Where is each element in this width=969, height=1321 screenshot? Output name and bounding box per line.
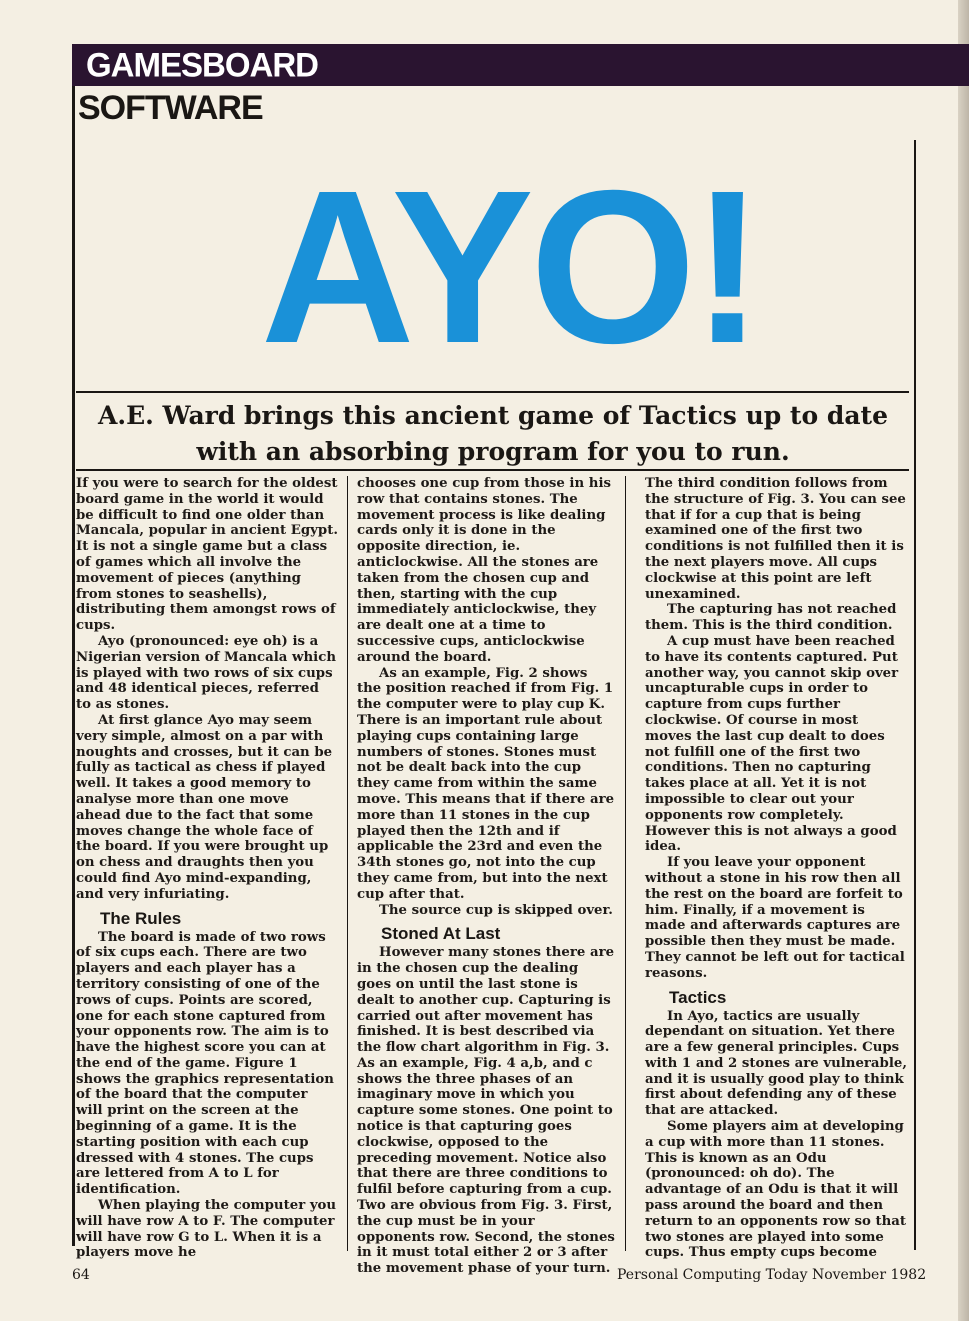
standfirst: A.E. Ward brings this ancient game of Tactics up to date with an absorbing program for you to run. [97,401,888,466]
subheading: Stoned At Last [381,924,501,944]
body-paragraph: In Ayo, tactics are usually dependant on situation. Yet there are a few general principles. Cups with 1 and 2 stones are vulnerable, and it is usually good play to think first about defending any of these that are attacked. [645,1008,907,1119]
title-divider-top [76,391,909,393]
body-paragraph: The board is made of two rows of six cups each. There are two players and each player has a territory consisting of one of the rows of cups. Points are scored, one for each stone captured from your opponents row. The aim is to have the highest score you can at the end of the game. Figure 1 shows the graphics representation of the board that the computer will print on the screen at the beginning of a game. It is the starting position with each cup dressed with 4 stones. The cups are lettered from A to L for identification. [76,929,334,1198]
page-edge [958,0,969,1321]
body-paragraph: A cup must have been reached to have its contents captured. Put another way, you cannot skip over uncapturable cups in order to capture from cups further clockwise. Of course in most moves the last cup dealt to does not fulfill one of the first two conditions. Then no capturing takes place at all. Yet it is not impossible to clear out your opponents row completely. However this is not always a good idea. [645,633,899,855]
body-paragraph: Some players aim at developing a cup with more than 11 stones. This is known as an Odu (pronounced: oh do). The advantage of an Odu is that it will pass around the board and then return to an opponents row so that two stones are played into some cups. Thus empty cups become [645,1119,907,1261]
frame-right-rule [914,140,916,1250]
subheading: The Rules [100,908,182,928]
body-paragraph: The capturing has not reached them. This is the third condition. [645,602,897,634]
article-column-3 [645,476,909,1261]
frame-left-rule [72,86,75,1246]
article-title: AYO! [260,146,760,389]
body-paragraph: If you were to search for the oldest board game in the world it would be difficult to find one older than Mancala, popular in ancient Egypt. It is not a single game but a class of games which all involve the movement of pieces (anything from stones to seashells), distributing them amongst rows of cups. [76,476,338,634]
body-paragraph: At first glance Ayo may seem very simple, almost on a par with noughts and crosses, but it can be fully as tactical as chess if played well. It takes a good memory to analyse more than one move ahead due to the fact that some moves change the whole face of the board. If you were brought up on chess and draughts then you could find Ayo mind-expanding, and very infuriating. [76,712,333,902]
body-paragraph: However many stones there are in the chosen cup the dealing goes on until the last stone is dealt to another cup. Capturing is carried out after movement has finished. It is best described via the flow chart algorithm in Fig. 3. As an example, Fig. 4 a,b, and c shows the three phases of an imaginary move in which you capture some stones. One point to notice is that capturing goes clockwise, opposed to the preceding movement. Notice also that there are three conditions to fulfil before capturing from a cup. Two are obvious from Fig. 3. First, the cup must be in your opponents row. Second, the stones in it must total either 2 or 3 after the movement phase of your turn. [357,945,615,1277]
body-paragraph: If you leave your opponent without a stone in his row then all the rest on the board are forfeit to him. Finally, if a movement is made and afterwards captures are possible then they must be made. They cannot be left out for tactical reasons. [645,855,905,981]
page-number: 64 [72,1267,90,1283]
column-rule-2 [625,476,626,1251]
body-paragraph: The third condition follows from the structure of Fig. 3. You can see that if for a cup that is being examined one of the first two conditions is not fulfilled then it is the next players move. All cups clockwise at this point are left unexamined. [645,476,906,602]
body-paragraph: Ayo (pronounced: eye oh) is a Nigerian version of Mancala which is played with two rows of six cups and 48 identical pieces, referred to as stones. [76,633,336,713]
article-column-1 [76,476,338,1261]
section-title: SOFTWARE [78,89,263,127]
publication-footer: Personal Computing Today November 1982 [617,1267,927,1283]
body-paragraph: As an example, Fig. 2 shows the position reached if from Fig. 1 the computer were to play cup K. There is an important rule about playing cups containing large numbers of stones. Stones must not be dealt back into the cup they came from within the same move. This means that if there are more than 11 stones in the cup played then the 12th and if applicable the 23rd and even the 34th stones go, not into the cup they came from, but into the next cup after that. [357,665,615,902]
subheading: Tactics [669,987,727,1007]
body-paragraph: When playing the computer you will have row A to F. The computer will have row G to L. When it is a players move he [76,1198,337,1261]
column-rule-1 [347,476,348,1251]
article-column-2 [357,476,615,1277]
body-paragraph: The source cup is skipped over. [379,902,613,918]
body-paragraph: chooses one cup from those in his row that contains stones. The movement process is like dealing cards only it is done in the opposite direction, ie. anticlockwise. All the stones are taken from the chosen cup and then, starting with the cup immediately anticlockwise, they are dealt one at a time to successive cups, anticlockwise around the board. [357,476,611,665]
section-kicker: GAMESBOARD [86,45,319,84]
